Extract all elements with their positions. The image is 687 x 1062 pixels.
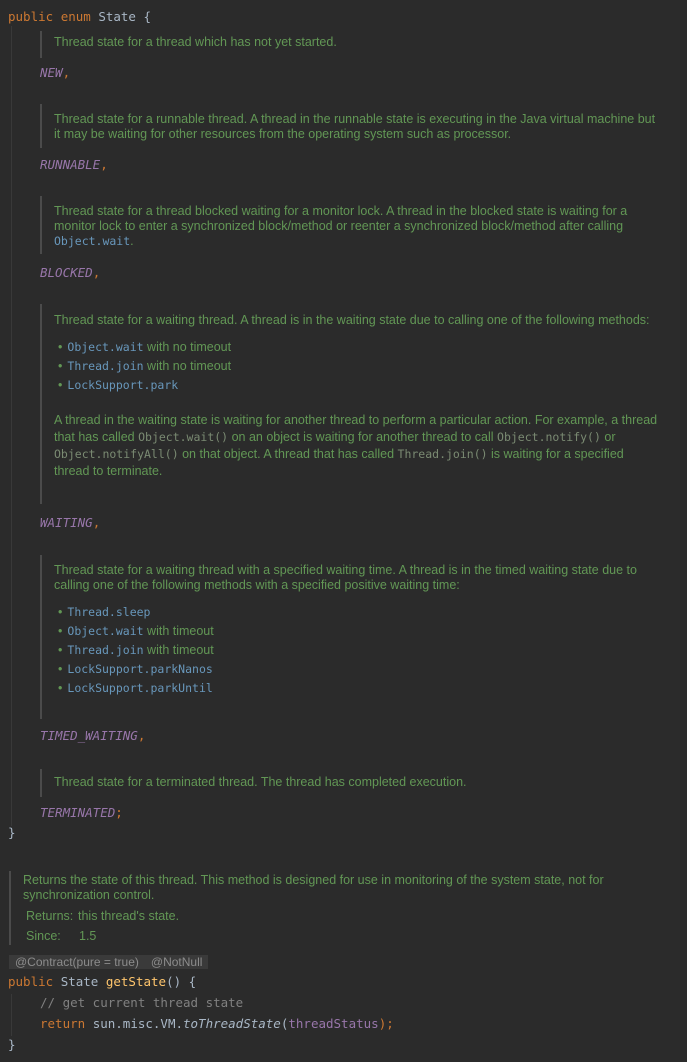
code-ref: Object.wait()	[138, 430, 229, 444]
list-item	[58, 603, 660, 622]
code-ref[interactable]: LockSupport.park	[67, 378, 179, 392]
returns-tag	[23, 909, 659, 924]
list-item: • Thread.join with timeout	[58, 641, 660, 660]
doc-text: A thread in the waiting state is waiting for another thread to perform a particular action. For example, a thread that has called Object.wait() on an object is waiting for another thread to call Object.notify() or Object.notifyAll() on that object. A thread that has called Thread.join() is waiting for a specified thread to terminate.	[54, 413, 658, 478]
constant-name: TERMINATED	[40, 805, 116, 820]
code-ref[interactable]: Object.wait	[54, 234, 131, 248]
method-list	[54, 603, 660, 698]
doc-comment-terminated[interactable]	[40, 769, 660, 797]
annotation-contract: @Contract(pure = true)	[15, 955, 139, 969]
constant-name: WAITING	[40, 515, 93, 530]
code-ref: Thread.join()	[397, 447, 488, 461]
constant-name: TIMED_WAITING	[40, 728, 138, 743]
doc-comment-getstate[interactable]	[9, 871, 659, 945]
doc-text: Returns the state of this thread. This method is designed for use in monitoring of the system state, not for synchronization control.	[23, 873, 604, 902]
enum-constant-runnable[interactable]	[40, 157, 108, 173]
enum-constant-waiting[interactable]	[40, 515, 100, 531]
annotation-notnull: @NotNull	[150, 955, 203, 969]
keyword-public: public	[8, 974, 54, 989]
doc-text: Thread state for a runnable thread. A thread in the runnable state is executing in the Java virtual machine but it may be waiting for other resources from the operating system such as processor.	[54, 112, 656, 141]
list-item: • Object.wait with no timeout	[58, 338, 660, 357]
field-ref: threadStatus	[288, 1016, 379, 1031]
doc-comment-new[interactable]	[40, 31, 660, 58]
return-target: sun.misc.VM.	[92, 1016, 183, 1031]
keyword-return: return	[40, 1016, 86, 1031]
code-ref: Object.notify()	[497, 430, 601, 444]
return-statement[interactable]: return sun.misc.VM.toThreadState(threadStatus);	[40, 1016, 394, 1031]
keyword-enum: enum	[60, 9, 91, 24]
code-ref[interactable]: Thread.sleep	[67, 605, 151, 619]
enum-constant-blocked[interactable]	[40, 265, 100, 281]
enum-constant-timed-waiting[interactable]	[40, 728, 145, 744]
code-ref[interactable]: Thread.join	[67, 359, 144, 373]
code-ref: Object.notifyAll()	[54, 447, 179, 461]
code-ref[interactable]: Object.wait	[67, 624, 144, 638]
method-close-brace: }	[8, 1037, 16, 1052]
method-signature[interactable]	[8, 974, 196, 990]
doc-text: Thread state for a waiting thread. A thread is in the waiting state due to calling one of the following methods:	[54, 313, 650, 327]
close-brace: }	[8, 825, 16, 840]
list-item	[58, 376, 660, 395]
doc-comment-timed-waiting[interactable]	[40, 555, 660, 719]
separator: ;	[115, 805, 123, 820]
separator: ,	[92, 515, 101, 530]
enum-declaration[interactable]	[8, 9, 151, 25]
doc-text: Thread state for a waiting thread with a specified waiting time. A thread is in the timed waiting state due to calling one of the following methods with a specified positive waiting time:	[54, 563, 637, 592]
line-comment: // get current thread state	[40, 995, 244, 1010]
returns-text: this thread's state.	[78, 909, 180, 923]
enum-constant-new[interactable]	[40, 65, 70, 81]
separator: ,	[62, 65, 71, 80]
code-ref[interactable]: LockSupport.parkNanos	[67, 662, 213, 676]
code-ref[interactable]: Thread.join	[67, 643, 144, 657]
separator: ,	[92, 265, 101, 280]
code-ref[interactable]: LockSupport.parkUntil	[67, 681, 213, 695]
constant-name: BLOCKED	[40, 265, 93, 280]
list-item	[58, 660, 660, 679]
inferred-annotations[interactable]	[9, 955, 208, 969]
keyword-public: public	[8, 9, 54, 24]
method-name: getState	[105, 974, 167, 989]
enum-name: State	[98, 9, 136, 24]
separator: ,	[100, 157, 108, 172]
doc-comment-runnable[interactable]	[40, 104, 660, 148]
doc-text: Thread state for a thread blocked waiting for a monitor lock. A thread in the blocked state is waiting for a monitor lock to enter a synchronized block/method or reenter a synchronized block/method after calling Object.wait.	[54, 204, 628, 248]
since-text: 1.5	[79, 929, 97, 943]
list-item: • Object.wait with timeout	[58, 622, 660, 641]
separator: ,	[137, 728, 146, 743]
since-tag	[23, 929, 659, 944]
constant-name: NEW	[40, 65, 63, 80]
enum-constant-terminated[interactable]	[40, 805, 123, 821]
indent-guide	[11, 26, 12, 826]
since-label: Since:	[26, 929, 61, 943]
doc-comment-blocked[interactable]	[40, 196, 660, 254]
list-item: • Thread.join with no timeout	[58, 357, 660, 376]
open-brace: {	[143, 9, 152, 24]
method-parens: () {	[166, 974, 197, 989]
return-type: State	[60, 974, 99, 989]
doc-text: Thread state for a terminated thread. The thread has completed execution.	[54, 775, 467, 789]
indent-guide	[11, 994, 12, 1036]
doc-text: Thread state for a thread which has not yet started.	[54, 35, 337, 49]
code-ref[interactable]: Object.wait	[67, 340, 144, 354]
method-list	[54, 338, 660, 395]
doc-comment-waiting[interactable]	[40, 304, 660, 504]
constant-name: RUNNABLE	[40, 157, 101, 172]
returns-label: Returns:	[26, 909, 74, 923]
list-item	[58, 679, 660, 698]
method-call: toThreadState	[183, 1016, 281, 1031]
